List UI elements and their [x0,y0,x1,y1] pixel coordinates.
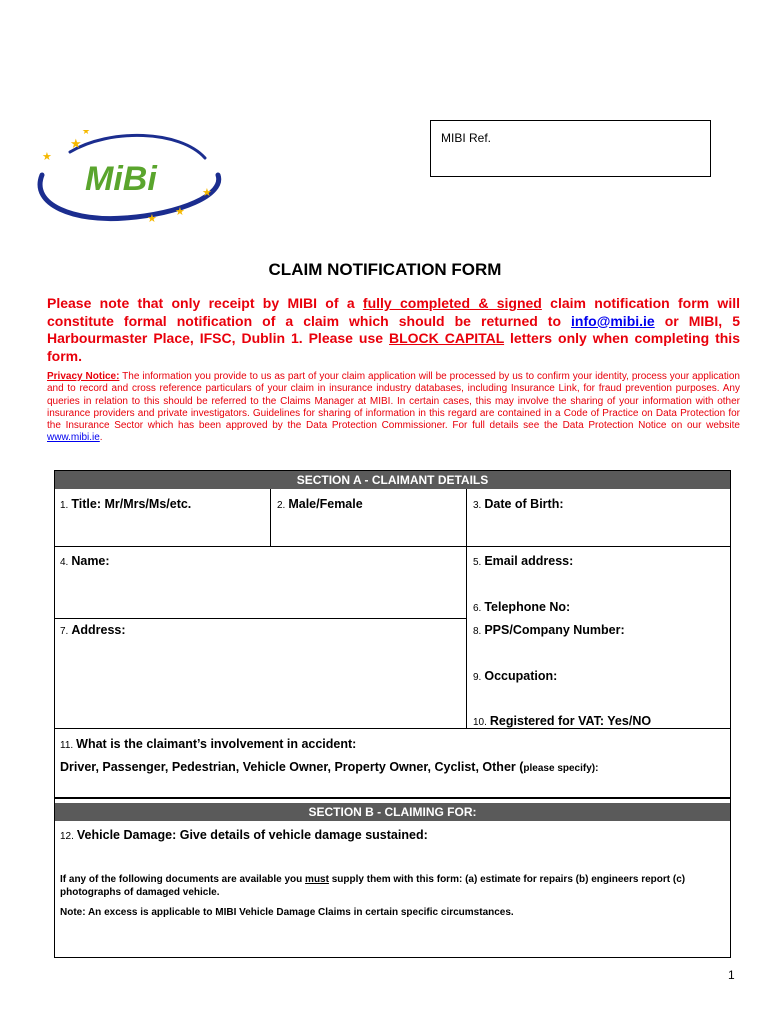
section-b-heading: SECTION B - CLAIMING FOR: [55,803,730,821]
field-gender[interactable]: 2. Male/Female [277,497,363,511]
mibi-ref-box[interactable] [430,120,711,177]
field-pps-company-number[interactable]: 8. PPS/Company Number: [473,623,625,637]
email-link[interactable]: info@mibi.ie [571,312,655,329]
svg-text:★: ★ [202,187,212,199]
svg-text:★: ★ [82,130,91,136]
block-capital: BLOCK CAPITAL [389,330,505,346]
logo-wordmark: MiBi [85,160,157,198]
field-vehicle-damage[interactable]: 12. Vehicle Damage: Give details of vehicle damage sustained: [60,828,428,842]
field-name[interactable]: 4. Name: [60,554,110,568]
form-title: CLAIM NOTIFICATION FORM [268,260,502,279]
svg-text:★: ★ [70,136,82,151]
svg-text:★: ★ [42,151,52,163]
fully-completed-signed: fully completed & signed [362,295,542,311]
field-involvement[interactable]: 11. What is the claimant’s involvement in accident: [60,737,357,751]
svg-text:★: ★ [147,213,157,225]
field-telephone[interactable]: 6. Telephone No: [473,600,571,614]
involvement-options: Driver, Passenger, Pedestrian, Vehicle Owner, Property Owner, Cyclist, Other (please specify): [60,760,599,774]
section-a-heading: SECTION A - CLAIMANT DETAILS [55,471,730,489]
website-link[interactable]: www.mibi.ie [47,432,100,444]
field-occupation[interactable]: 9. Occupation: [473,669,558,683]
field-email[interactable]: 5. Email address: [473,554,574,568]
svg-text:★: ★ [175,206,185,218]
privacy-notice-label: Privacy Notice: [47,371,120,382]
field-vat-registered[interactable]: 10. Registered for VAT: Yes/NO [473,714,652,728]
documents-required-note: If any of the following documents are available you must supply them with this form: (a) estimate for repairs (b) engineers report (c) photographs of damaged vehicle. [60,874,686,898]
privacy-notice: Privacy Notice: The information you provide to us as part of your claim application will be processed by us to confirm your identity, process your application and to record and cross reference particulars of your claim in insurance industry databases, including Insurance Link, for fraud prevention purposes. Any queries in relation to this should be referred to the Claims Manager at MIBI. In certain cases, this may involve the sharing of your information with other insurance providers and private investigators. Guidelines for sharing of information in this regard are contained in a Code of Practice on Data Protection for the Insurance Sector which has been approved by the Data Protection Commissioner. For full details see the Data Protection Notice on our website www.mibi.ie. [47,371,740,444]
field-date-of-birth[interactable]: 3. Date of Birth: [473,497,564,511]
page-number: 1 [728,968,735,982]
excess-note: Note: An excess is applicable to MIBI Vehicle Damage Claims in certain specific circumstances. [60,907,514,918]
mibi-ref-label: MIBI Ref. [441,131,492,145]
submission-notice: Please note that only receipt by MIBI of a fully completed & signed claim notification form will constitute formal notification of a claim which should be returned to info@mibi.ie or MIBI, 5 Harbourmaster Place, IFSC, Dublin 1. Please use BLOCK CAPITAL letters only when completing this form. [47,295,740,364]
mibi-logo [30,130,230,230]
field-address[interactable]: 7. Address: [60,623,126,637]
field-title[interactable]: 1. Title: Mr/Mrs/Ms/etc. [60,497,192,511]
